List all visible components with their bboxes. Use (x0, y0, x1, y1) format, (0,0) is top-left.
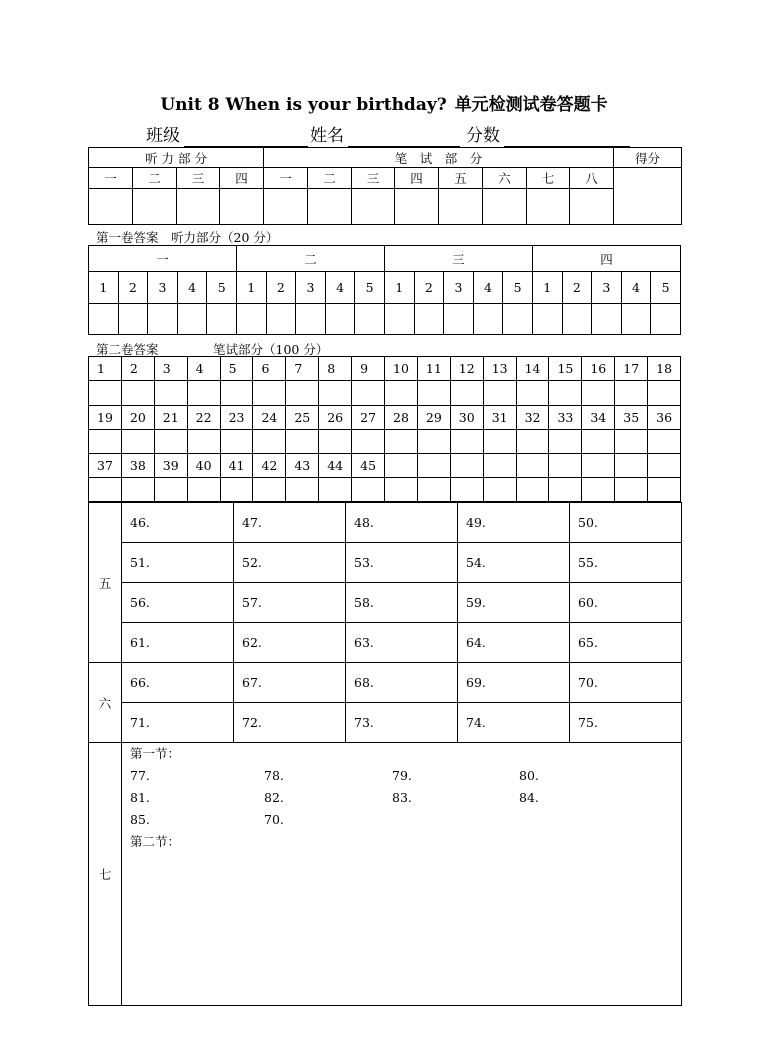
answer-cell[interactable] (648, 430, 681, 454)
answer-cell[interactable] (582, 381, 615, 406)
written-part: 七 (527, 168, 570, 189)
answer-cell[interactable] (177, 304, 207, 335)
answer-cell[interactable] (296, 304, 326, 335)
question-number: 3 (154, 357, 187, 381)
answer-line[interactable]: 69. (458, 663, 570, 703)
question-number: 29 (417, 406, 450, 430)
question-number: 15 (549, 357, 582, 381)
score-cell[interactable] (177, 189, 220, 225)
answer-cell[interactable] (266, 304, 296, 335)
answer-line[interactable]: 59. (458, 583, 570, 623)
written-answer-table (88, 356, 681, 502)
answer-cell[interactable] (220, 381, 253, 406)
answer-cell[interactable] (89, 478, 122, 502)
answer-cell[interactable] (417, 381, 450, 406)
question-number: 38 (121, 454, 154, 478)
question-number: 5 (220, 357, 253, 381)
question-number: 36 (648, 406, 681, 430)
answer-cell[interactable] (121, 430, 154, 454)
question-number: 30 (450, 406, 483, 430)
answer-cell[interactable] (154, 381, 187, 406)
answer-cell[interactable] (582, 478, 615, 502)
question-number: 2 (414, 272, 444, 304)
section-7-answer-area[interactable] (122, 743, 682, 1006)
answer-line[interactable]: 60. (570, 583, 682, 623)
question-number: 2 (562, 272, 592, 304)
answer-cell[interactable] (187, 430, 220, 454)
answer-cell[interactable] (483, 381, 516, 406)
total-score-cell[interactable] (614, 168, 682, 225)
question-number: 10 (385, 357, 418, 381)
answer-cell[interactable] (148, 304, 178, 335)
answer-cell[interactable] (503, 304, 533, 335)
score-cell[interactable] (352, 189, 395, 225)
answer-cell[interactable] (549, 478, 582, 502)
question-number: 21 (154, 406, 187, 430)
answer-line[interactable]: 73. (346, 703, 458, 743)
answer-line[interactable]: 62. (234, 623, 346, 663)
question-number: 4 (325, 272, 355, 304)
question-number: 8 (319, 357, 352, 381)
answer-line[interactable]: 61. (122, 623, 234, 663)
question-number: 24 (253, 406, 286, 430)
answer-row (89, 430, 681, 454)
score-cell[interactable] (220, 189, 264, 225)
question-number (549, 454, 582, 478)
score-cell[interactable] (133, 189, 177, 225)
answer-cell[interactable] (450, 430, 483, 454)
title-english: Unit 8 When is your birthday? (160, 95, 447, 115)
answer-cell[interactable] (384, 304, 414, 335)
answer-line[interactable]: 57. (234, 583, 346, 623)
section-5-label: 五 (89, 503, 122, 663)
answer-number: 77. (130, 768, 150, 783)
answer-cell[interactable] (532, 304, 562, 335)
question-number: 4 (177, 272, 207, 304)
question-number: 19 (89, 406, 122, 430)
question-number: 4 (621, 272, 651, 304)
answer-line[interactable]: 54. (458, 543, 570, 583)
answer-cell[interactable] (385, 478, 418, 502)
question-number: 40 (187, 454, 220, 478)
answer-line[interactable]: 74. (458, 703, 570, 743)
score-cell[interactable] (527, 189, 570, 225)
answer-cell[interactable] (253, 430, 286, 454)
written-part: 二 (308, 168, 352, 189)
answer-line[interactable]: 50. (570, 503, 682, 543)
answer-cell[interactable] (582, 430, 615, 454)
question-number: 22 (187, 406, 220, 430)
answer-line[interactable]: 52. (234, 543, 346, 583)
answer-cell[interactable] (286, 478, 319, 502)
number-row (89, 454, 681, 478)
number-row (89, 357, 681, 381)
answer-cell[interactable] (352, 478, 385, 502)
answer-row (89, 478, 681, 502)
name-label: 姓名 (310, 126, 344, 146)
question-number: 11 (417, 357, 450, 381)
answer-line[interactable]: 65. (570, 623, 682, 663)
class-label: 班级 (146, 126, 180, 146)
answer-cell[interactable] (592, 304, 622, 335)
answer-cell[interactable] (450, 381, 483, 406)
answer-line[interactable]: 67. (234, 663, 346, 703)
written-part: 八 (570, 168, 614, 189)
question-number: 7 (286, 357, 319, 381)
written-part: 五 (439, 168, 483, 189)
answer-cell[interactable] (236, 304, 266, 335)
answer-cell[interactable] (220, 430, 253, 454)
page-title (0, 90, 768, 115)
question-number: 35 (615, 406, 648, 430)
answer-cell[interactable] (187, 381, 220, 406)
question-number: 4 (473, 272, 503, 304)
listening-part: 四 (220, 168, 264, 189)
answer-cell[interactable] (286, 381, 319, 406)
answer-cell[interactable] (355, 304, 385, 335)
answer-line[interactable]: 55. (570, 543, 682, 583)
answer-cell[interactable] (444, 304, 474, 335)
answer-cell[interactable] (385, 381, 418, 406)
question-number: 16 (582, 357, 615, 381)
vol2-subcaption: 笔试部分（100 分） (213, 342, 329, 357)
answer-cell[interactable] (121, 478, 154, 502)
listening-group: 三 (384, 246, 532, 272)
score-label: 分数 (466, 126, 500, 146)
answer-row (89, 381, 681, 406)
answer-cell[interactable] (516, 430, 549, 454)
question-number: 37 (89, 454, 122, 478)
answer-cell[interactable] (516, 381, 549, 406)
answer-line[interactable]: 63. (346, 623, 458, 663)
listening-answer-table (88, 245, 681, 335)
question-number: 18 (648, 357, 681, 381)
answer-line[interactable]: 46. (122, 503, 234, 543)
answer-line[interactable]: 70. (570, 663, 682, 703)
answer-cell[interactable] (385, 430, 418, 454)
question-number: 1 (89, 357, 122, 381)
answer-cell[interactable] (615, 430, 648, 454)
answer-line[interactable]: 49. (458, 503, 570, 543)
answer-cell[interactable] (473, 304, 503, 335)
question-number: 17 (615, 357, 648, 381)
answer-cell[interactable] (651, 304, 681, 335)
section-7-table (88, 742, 682, 1006)
question-number: 44 (319, 454, 352, 478)
question-number (648, 454, 681, 478)
vol2-caption: 第二卷答案 (96, 342, 159, 357)
question-number (582, 454, 615, 478)
listening-group: 一 (89, 246, 237, 272)
number-row (89, 406, 681, 430)
answer-cell[interactable] (549, 430, 582, 454)
score-cell[interactable] (89, 189, 133, 225)
question-number: 5 (355, 272, 385, 304)
question-number: 14 (516, 357, 549, 381)
title-chinese: 单元检测试卷答题卡 (454, 95, 608, 115)
question-number (417, 454, 450, 478)
question-number: 2 (121, 357, 154, 381)
answer-line[interactable]: 75. (570, 703, 682, 743)
question-number: 45 (352, 454, 385, 478)
answer-cell[interactable] (121, 381, 154, 406)
answer-cell[interactable] (118, 304, 148, 335)
question-number: 1 (384, 272, 414, 304)
question-number: 4 (187, 357, 220, 381)
listening-part: 二 (133, 168, 177, 189)
answer-cell[interactable] (154, 478, 187, 502)
answer-cell[interactable] (352, 430, 385, 454)
answer-cell[interactable] (253, 381, 286, 406)
answer-cell[interactable] (648, 478, 681, 502)
question-number (615, 454, 648, 478)
question-number: 43 (286, 454, 319, 478)
answer-cell[interactable] (549, 381, 582, 406)
question-number (450, 454, 483, 478)
answer-line[interactable]: 58. (346, 583, 458, 623)
score-cell[interactable] (264, 189, 308, 225)
listening-part: 三 (177, 168, 220, 189)
question-number: 13 (483, 357, 516, 381)
answer-number: 80. (519, 768, 539, 783)
question-number: 2 (266, 272, 296, 304)
answer-cell[interactable] (319, 478, 352, 502)
question-number (385, 454, 418, 478)
question-number: 5 (207, 272, 237, 304)
question-number: 3 (296, 272, 326, 304)
answer-cell[interactable] (417, 478, 450, 502)
written-rows (89, 357, 681, 502)
answer-cell[interactable] (648, 381, 681, 406)
answer-cell[interactable] (187, 478, 220, 502)
written-part: 六 (483, 168, 527, 189)
question-number: 1 (236, 272, 266, 304)
question-number: 3 (592, 272, 622, 304)
answer-line[interactable]: 47. (234, 503, 346, 543)
answer-cell[interactable] (319, 381, 352, 406)
question-number: 3 (444, 272, 474, 304)
score-header: 得分 (614, 148, 682, 168)
answer-line[interactable]: 68. (346, 663, 458, 703)
answer-cell[interactable] (325, 304, 355, 335)
answer-line[interactable]: 51. (122, 543, 234, 583)
question-number (516, 454, 549, 478)
question-number (483, 454, 516, 478)
answer-cell[interactable] (516, 478, 549, 502)
answer-cell[interactable] (615, 478, 648, 502)
answer-cell[interactable] (417, 430, 450, 454)
answer-number: 84. (519, 790, 539, 805)
answer-line[interactable]: 72. (234, 703, 346, 743)
question-number: 3 (148, 272, 178, 304)
section-6-label: 六 (89, 663, 122, 743)
question-number: 31 (483, 406, 516, 430)
listening-header: 听 力 部 分 (89, 148, 264, 168)
question-number: 27 (352, 406, 385, 430)
answer-cell[interactable] (352, 381, 385, 406)
question-number: 26 (319, 406, 352, 430)
vol1-caption: 第一卷答案 听力部分（20 分） (96, 230, 279, 245)
question-number: 1 (89, 272, 119, 304)
score-cell[interactable] (439, 189, 483, 225)
answer-cell[interactable] (615, 381, 648, 406)
answer-cell[interactable] (414, 304, 444, 335)
question-number: 5 (651, 272, 681, 304)
question-number: 6 (253, 357, 286, 381)
answer-number: 81. (130, 790, 150, 805)
question-number: 42 (253, 454, 286, 478)
score-cell[interactable] (395, 189, 439, 225)
question-number: 34 (582, 406, 615, 430)
answer-line[interactable]: 56. (122, 583, 234, 623)
answer-cell[interactable] (621, 304, 651, 335)
answer-cell[interactable] (89, 381, 122, 406)
question-number: 12 (450, 357, 483, 381)
answer-cell[interactable] (450, 478, 483, 502)
question-number: 32 (516, 406, 549, 430)
question-number: 33 (549, 406, 582, 430)
question-number: 39 (154, 454, 187, 478)
answer-cell[interactable] (253, 478, 286, 502)
score-cell[interactable] (308, 189, 352, 225)
question-number: 23 (220, 406, 253, 430)
listening-part: 一 (89, 168, 133, 189)
answer-line[interactable]: 64. (458, 623, 570, 663)
answer-cell[interactable] (483, 478, 516, 502)
listening-group: 二 (236, 246, 384, 272)
answer-cell[interactable] (286, 430, 319, 454)
section-7-label: 七 (89, 743, 122, 1006)
answer-number: 82. (264, 790, 284, 805)
part-2-heading: 第二节： (130, 834, 181, 849)
listening-group: 四 (532, 246, 680, 272)
question-number: 41 (220, 454, 253, 478)
part-1-heading: 第一节： (130, 746, 181, 761)
answer-cell[interactable] (154, 430, 187, 454)
answer-line[interactable]: 48. (346, 503, 458, 543)
section-5-6-table (88, 502, 682, 743)
answer-line[interactable]: 66. (122, 663, 234, 703)
answer-number: 79. (392, 768, 412, 783)
question-number: 28 (385, 406, 418, 430)
answer-number: 85. (130, 812, 150, 827)
question-number: 5 (503, 272, 533, 304)
question-number: 25 (286, 406, 319, 430)
answer-number: 83. (392, 790, 412, 805)
answer-number: 70. (264, 812, 284, 827)
summary-table (88, 147, 682, 225)
written-part: 一 (264, 168, 308, 189)
answer-cell[interactable] (220, 478, 253, 502)
answer-line[interactable]: 53. (346, 543, 458, 583)
answer-cell[interactable] (562, 304, 592, 335)
question-number: 20 (121, 406, 154, 430)
answer-number: 78. (264, 768, 284, 783)
question-number: 1 (532, 272, 562, 304)
answer-cell[interactable] (319, 430, 352, 454)
written-part: 四 (395, 168, 439, 189)
answer-line[interactable]: 71. (122, 703, 234, 743)
answer-cell[interactable] (207, 304, 237, 335)
question-number: 9 (352, 357, 385, 381)
score-cell[interactable] (570, 189, 614, 225)
score-cell[interactable] (483, 189, 527, 225)
written-header: 笔 试 部 分 (264, 148, 614, 168)
answer-cell[interactable] (89, 304, 119, 335)
written-part: 三 (352, 168, 395, 189)
question-number: 2 (118, 272, 148, 304)
answer-cell[interactable] (483, 430, 516, 454)
answer-cell[interactable] (89, 430, 122, 454)
